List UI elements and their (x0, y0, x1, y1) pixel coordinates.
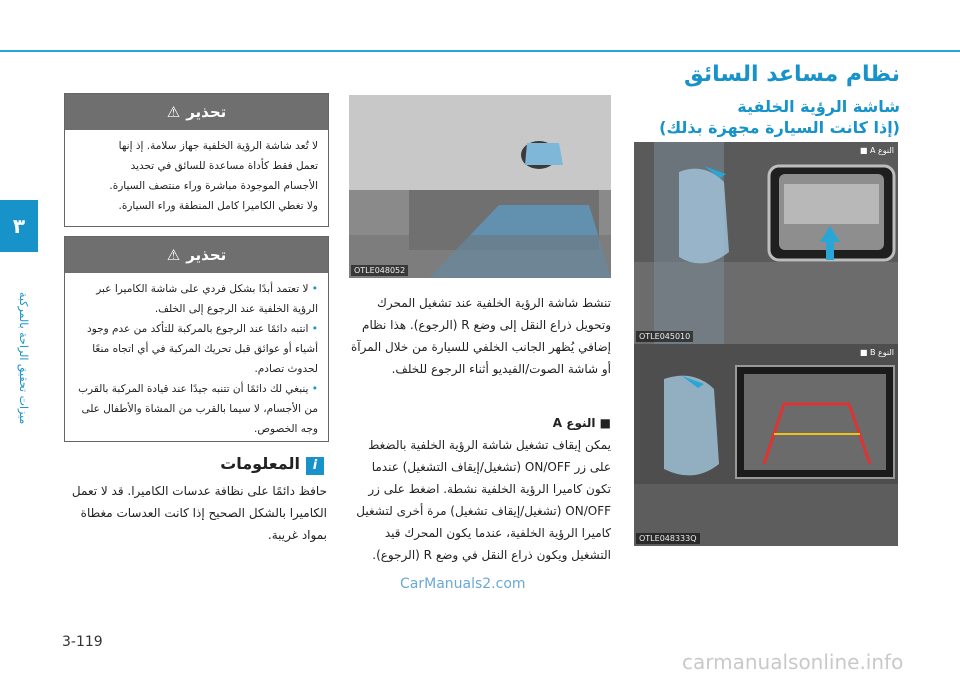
type-a-label: النوع A ■ (859, 146, 894, 155)
top-rule (0, 50, 960, 52)
warning-triangle-icon: ⚠ (166, 246, 181, 264)
section-subtitle-note: (إذا كانت السيارة مجهزة بذلك) (659, 118, 900, 137)
warning-triangle-icon: ⚠ (166, 103, 181, 121)
warning-body-2 (65, 273, 328, 445)
chapter-side-label: ميزات تحقيق الراحة بالمركبة (17, 291, 30, 425)
type-a-paragraph: يمكن إيقاف تشغيل شاشة الرؤية الخلفية بالضغط على زر ON/OFF (تشغيل/إيقاف التشغيل) عندما تكون كاميرا الرؤية الخلفية نشطة. اضغط على زر ON/OFF (تشغيل/إيقاف تشغيل) مرة أخرى لتشغيل كاميرا الرؤية الخلفية، عندما يكون المحرك قيد التشغيل ويكون ذراع النقل في وضع R (الرجوع). (356, 438, 611, 562)
info-icon: i (306, 457, 324, 475)
figure-rear-camera (349, 95, 611, 278)
warning-bullet: • انتبه دائمًا عند الرجوع بالمركبة للتأكد من عدم وجود أشياء أو عوائق قبل تحريك المركبة في أي اتجاه منعًا لحدوث تصادم. (87, 323, 318, 375)
warning-header-2: تحذير ⚠ (65, 237, 328, 273)
warning-body-1: لا تُعد شاشة الرؤية الخلفية جهاز سلامة. إذ إنها تعمل فقط كأداة مساعدة للسائق في تحديد الأجسام الموجودة مباشرة وراء منتصف السيارة. ولا تغطي الكاميرا كامل المنطقة وراء السيارة. (109, 140, 318, 212)
figure-code-b: OTLE048333Q (636, 533, 700, 544)
figure-code-a: OTLE045010 (636, 331, 693, 342)
chapter-tab: ٣ (0, 200, 38, 252)
figure-mirror-type-a (634, 142, 898, 344)
intro-paragraph: تنشط شاشة الرؤية الخلفية عند تشغيل المحرك وتحويل ذراع النقل إلى وضع R (الرجوع). هذا نظام إضافي يُظهر الجانب الخلفي للسيارة من خلال المرآة أو شاشة الصوت/الفيديو أثناء الرجوع للخلف. (351, 296, 611, 376)
warning-box-2 (64, 236, 329, 442)
warning-bullet: • لا تعتمد أبدًا بشكل فردي على شاشة الكاميرا عبر الرؤية الخلفية عند الرجوع إلى الخلف. (96, 283, 318, 315)
section-subtitle: شاشة الرؤية الخلفية (737, 97, 900, 116)
info-paragraph: حافظ دائمًا على نظافة عدسات الكاميرا. قد لا تعمل الكاميرا بالشكل الصحيح إذا كانت العدسات مغطاة بمواد غريبة. (71, 484, 327, 542)
warning-box-1 (64, 93, 329, 227)
figure-code-camera: OTLE048052 (351, 265, 408, 276)
info-heading: iالمعلومات (220, 454, 324, 475)
rear-camera-illustration (349, 95, 611, 278)
type-b-label: النوع B ■ (859, 348, 894, 357)
watermark-footer: carmanualsonline.info (682, 650, 904, 674)
screen-illustration (634, 344, 898, 546)
figure-screen-type-b (634, 344, 898, 546)
warning-header-1: تحذير ⚠ (65, 94, 328, 130)
page-number: 3-119 (62, 634, 103, 650)
watermark-link[interactable]: CarManuals2.com (400, 576, 526, 592)
type-a-heading: ■ النوع A (552, 416, 611, 430)
mirror-illustration (634, 142, 898, 344)
warning-bullet: • ينبغي لك دائمًا أن تتنبه جيدًا عند قيادة المركبة بالقرب من الأجسام، لا سيما بالقرب من المشاة والأطفال على وجه الخصوص. (78, 383, 318, 435)
section-title: نظام مساعد السائق (684, 62, 900, 87)
